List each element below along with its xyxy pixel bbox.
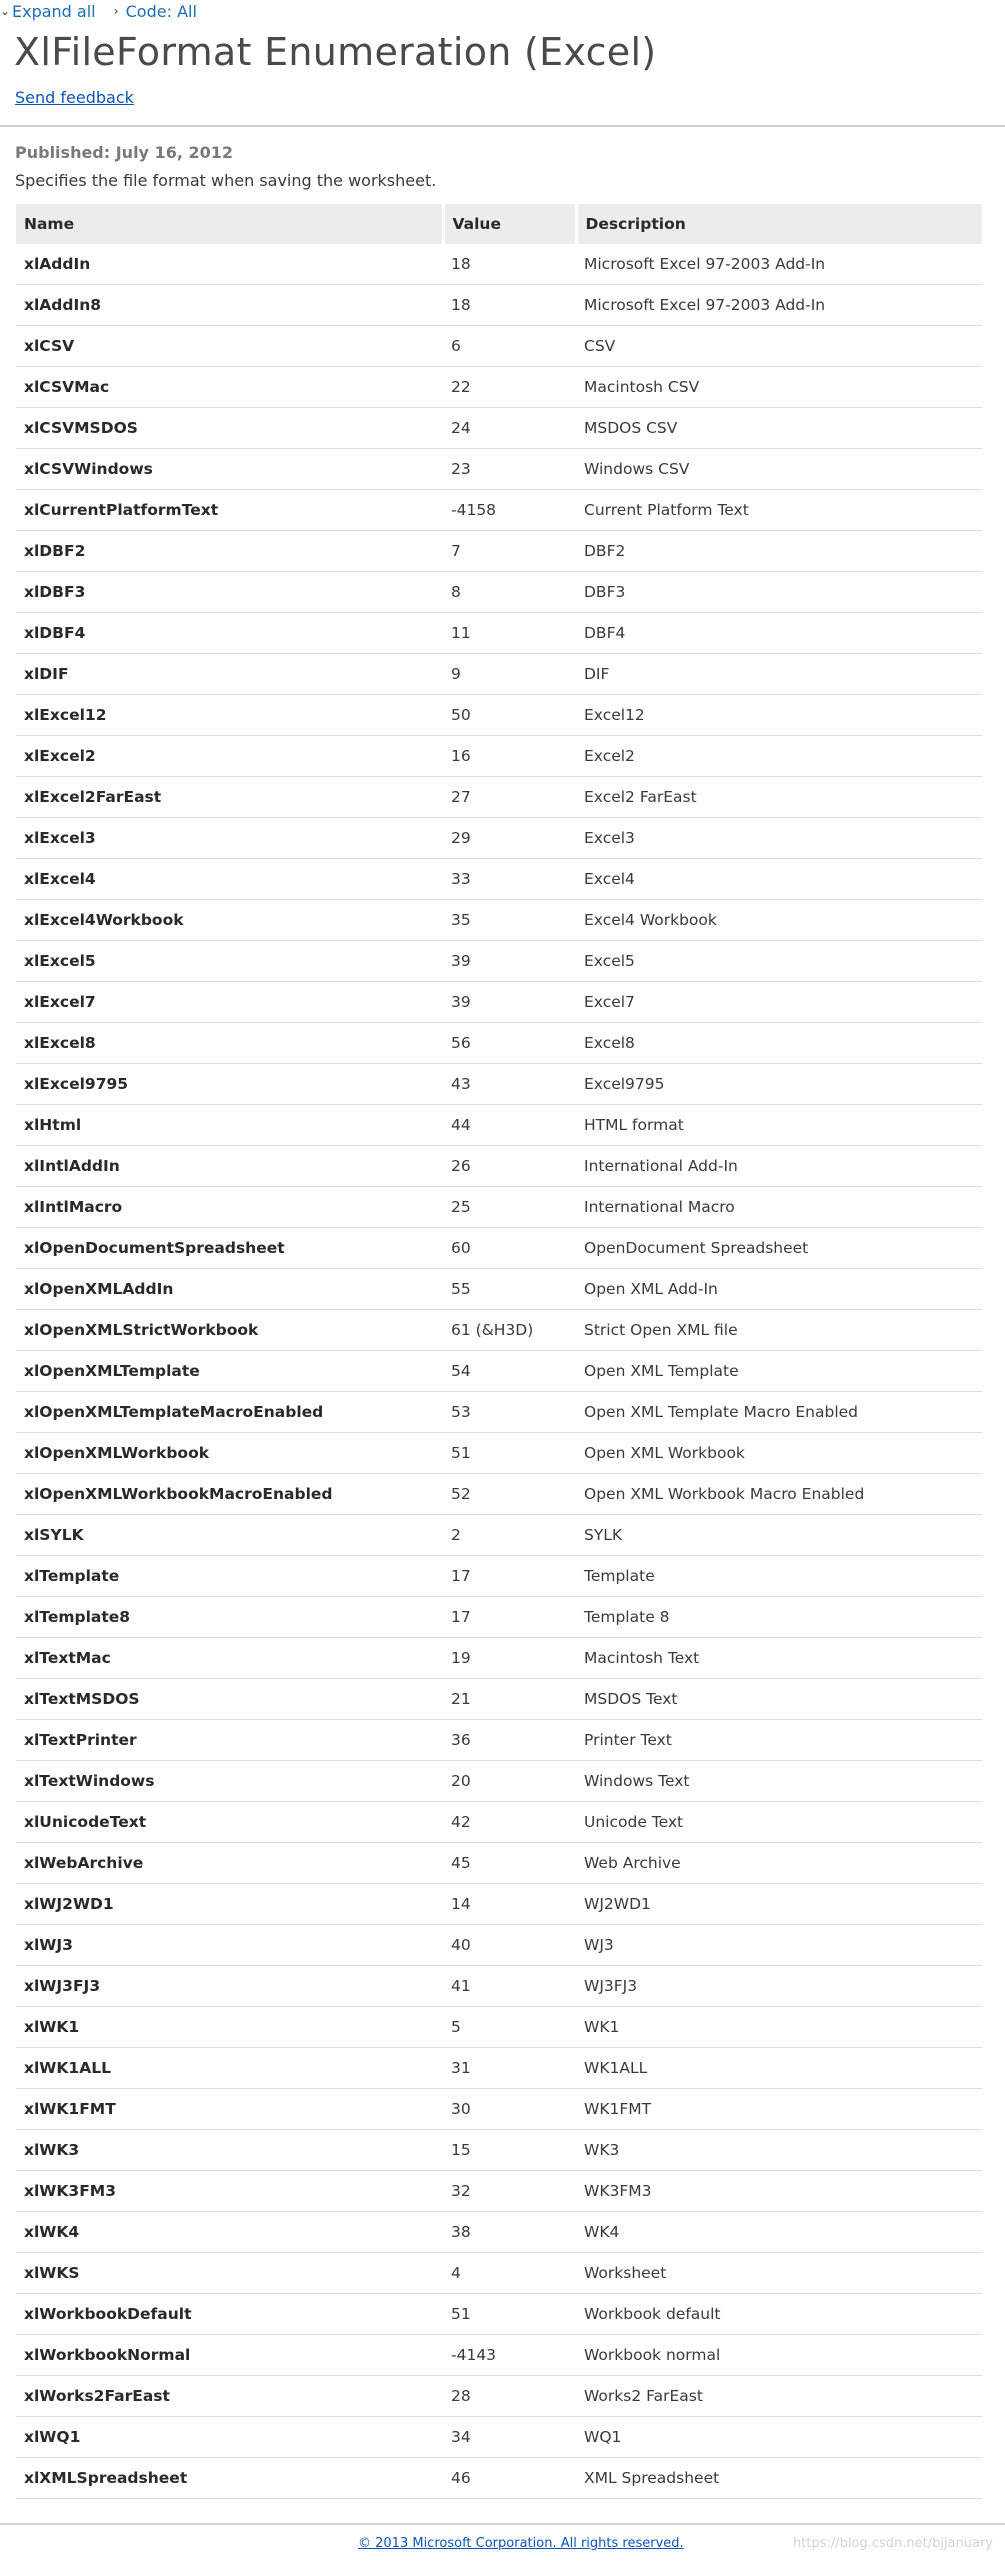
cell-name: xlDBF3: [16, 572, 443, 613]
cell-value: 55: [443, 1269, 576, 1310]
cell-value: 28: [443, 2376, 576, 2417]
cell-description: Excel3: [576, 818, 982, 859]
cell-value: 25: [443, 1187, 576, 1228]
copyright-link[interactable]: © 2013 Microsoft Corporation. All rights reserved.: [358, 2536, 684, 2551]
table-row: [16, 2458, 982, 2499]
cell-name: xlWK4: [16, 2212, 443, 2253]
table-row: [16, 982, 982, 1023]
cell-description: Excel5: [576, 941, 982, 982]
table-row: [16, 1925, 982, 1966]
cell-value: 56: [443, 1023, 576, 1064]
send-feedback-link[interactable]: Send feedback: [15, 88, 134, 107]
cell-value: 2: [443, 1515, 576, 1556]
cell-description: Microsoft Excel 97-2003 Add-In: [576, 244, 982, 285]
table-row: [16, 1105, 982, 1146]
cell-name: xlCSVMSDOS: [16, 408, 443, 449]
column-header-description: Description: [576, 204, 982, 244]
cell-name: xlCurrentPlatformText: [16, 490, 443, 531]
cell-description: DBF4: [576, 613, 982, 654]
cell-name: xlTextPrinter: [16, 1720, 443, 1761]
table-row: [16, 2048, 982, 2089]
cell-value: 51: [443, 1433, 576, 1474]
cell-name: xlWK3: [16, 2130, 443, 2171]
cell-description: WJ3: [576, 1925, 982, 1966]
cell-description: WK3: [576, 2130, 982, 2171]
table-row: [16, 2089, 982, 2130]
cell-value: 61 (&H3D): [443, 1310, 576, 1351]
table-row: [16, 1433, 982, 1474]
cell-name: xlWK3FM3: [16, 2171, 443, 2212]
cell-value: 39: [443, 982, 576, 1023]
cell-value: 32: [443, 2171, 576, 2212]
cell-name: xlHtml: [16, 1105, 443, 1146]
cell-value: 27: [443, 777, 576, 818]
cell-description: Printer Text: [576, 1720, 982, 1761]
table-row: [16, 531, 982, 572]
table-row: [16, 1228, 982, 1269]
cell-description: Macintosh Text: [576, 1638, 982, 1679]
cell-description: Excel4: [576, 859, 982, 900]
cell-description: Excel7: [576, 982, 982, 1023]
cell-value: 50: [443, 695, 576, 736]
cell-description: Open XML Workbook Macro Enabled: [576, 1474, 982, 1515]
watermark: https://blog.csdn.net/bjjanuary: [793, 2536, 993, 2551]
cell-value: 39: [443, 941, 576, 982]
cell-description: CSV: [576, 326, 982, 367]
cell-name: xlWKS: [16, 2253, 443, 2294]
table-row: [16, 2376, 982, 2417]
table-row: [16, 1556, 982, 1597]
cell-value: 17: [443, 1597, 576, 1638]
cell-description: XML Spreadsheet: [576, 2458, 982, 2499]
cell-name: xlWorkbookDefault: [16, 2294, 443, 2335]
cell-description: WQ1: [576, 2417, 982, 2458]
cell-value: 11: [443, 613, 576, 654]
table-row: [16, 1064, 982, 1105]
cell-name: xlSYLK: [16, 1515, 443, 1556]
table-row: [16, 1966, 982, 2007]
cell-description: DBF3: [576, 572, 982, 613]
footer-divider: [0, 2523, 1005, 2525]
table-row: [16, 2130, 982, 2171]
table-row: [16, 1187, 982, 1228]
cell-description: Excel12: [576, 695, 982, 736]
table-row: [16, 1761, 982, 1802]
cell-name: xlTextWindows: [16, 1761, 443, 1802]
chevron-down-icon: ⌄: [0, 4, 11, 18]
cell-value: 41: [443, 1966, 576, 2007]
table-row: [16, 490, 982, 531]
cell-value: 38: [443, 2212, 576, 2253]
cell-value: 24: [443, 408, 576, 449]
cell-value: 19: [443, 1638, 576, 1679]
cell-name: xlExcel8: [16, 1023, 443, 1064]
cell-name: xlDBF2: [16, 531, 443, 572]
cell-description: MSDOS CSV: [576, 408, 982, 449]
cell-description: International Macro: [576, 1187, 982, 1228]
cell-value: 18: [443, 244, 576, 285]
code-filter-label: Code: All: [125, 1, 197, 21]
cell-value: 34: [443, 2417, 576, 2458]
table-row: [16, 2007, 982, 2048]
cell-description: WK1: [576, 2007, 982, 2048]
table-row: [16, 1392, 982, 1433]
cell-description: WK1FMT: [576, 2089, 982, 2130]
cell-description: Windows CSV: [576, 449, 982, 490]
table-header-row: [16, 204, 982, 244]
cell-name: xlExcel3: [16, 818, 443, 859]
table-row: [16, 449, 982, 490]
cell-name: xlWK1ALL: [16, 2048, 443, 2089]
cell-description: Current Platform Text: [576, 490, 982, 531]
cell-value: 42: [443, 1802, 576, 1843]
cell-name: xlOpenXMLAddIn: [16, 1269, 443, 1310]
cell-value: 5: [443, 2007, 576, 2048]
table-row: [16, 367, 982, 408]
page-title: XlFileFormat Enumeration (Excel): [14, 30, 657, 74]
cell-name: xlXMLSpreadsheet: [16, 2458, 443, 2499]
cell-name: xlExcel9795: [16, 1064, 443, 1105]
cell-value: 33: [443, 859, 576, 900]
cell-value: 22: [443, 367, 576, 408]
cell-name: xlAddIn: [16, 244, 443, 285]
expand-all-link[interactable]: [0, 2, 96, 21]
cell-value: 6: [443, 326, 576, 367]
cell-name: xlWQ1: [16, 2417, 443, 2458]
cell-name: xlDIF: [16, 654, 443, 695]
published-date: Published: July 16, 2012: [15, 143, 233, 162]
cell-name: xlTemplate8: [16, 1597, 443, 1638]
cell-value: -4158: [443, 490, 576, 531]
cell-description: SYLK: [576, 1515, 982, 1556]
cell-value: 7: [443, 531, 576, 572]
cell-description: Open XML Add-In: [576, 1269, 982, 1310]
cell-value: 23: [443, 449, 576, 490]
table-row: [16, 572, 982, 613]
cell-value: 51: [443, 2294, 576, 2335]
cell-description: International Add-In: [576, 1146, 982, 1187]
cell-name: xlOpenXMLStrictWorkbook: [16, 1310, 443, 1351]
cell-description: Workbook default: [576, 2294, 982, 2335]
column-header-name: Name: [16, 204, 443, 244]
cell-name: xlIntlMacro: [16, 1187, 443, 1228]
table-row: [16, 1474, 982, 1515]
cell-description: Macintosh CSV: [576, 367, 982, 408]
cell-name: xlOpenDocumentSpreadsheet: [16, 1228, 443, 1269]
cell-value: 14: [443, 1884, 576, 1925]
cell-name: xlDBF4: [16, 613, 443, 654]
cell-description: Web Archive: [576, 1843, 982, 1884]
table-row: [16, 2294, 982, 2335]
cell-description: Template 8: [576, 1597, 982, 1638]
expand-all-label: Expand all: [12, 1, 96, 21]
cell-description: Excel2: [576, 736, 982, 777]
cell-description: Excel4 Workbook: [576, 900, 982, 941]
cell-description: Works2 FarEast: [576, 2376, 982, 2417]
cell-name: xlAddIn8: [16, 285, 443, 326]
cell-description: MSDOS Text: [576, 1679, 982, 1720]
table-row: [16, 1720, 982, 1761]
table-row: [16, 1351, 982, 1392]
cell-name: xlOpenXMLTemplate: [16, 1351, 443, 1392]
table-row: [16, 695, 982, 736]
table-row: [16, 1802, 982, 1843]
table-row: [16, 859, 982, 900]
table-row: [16, 244, 982, 285]
cell-value: 31: [443, 2048, 576, 2089]
top-toolbar: [0, 0, 215, 22]
table-row: [16, 1884, 982, 1925]
cell-value: 35: [443, 900, 576, 941]
cell-value: 36: [443, 1720, 576, 1761]
cell-name: xlWorkbookNormal: [16, 2335, 443, 2376]
cell-value: 9: [443, 654, 576, 695]
cell-description: WK1ALL: [576, 2048, 982, 2089]
cell-value: 4: [443, 2253, 576, 2294]
cell-description: Excel2 FarEast: [576, 777, 982, 818]
table-row: [16, 941, 982, 982]
cell-name: xlCSV: [16, 326, 443, 367]
cell-name: xlExcel12: [16, 695, 443, 736]
cell-value: 46: [443, 2458, 576, 2499]
cell-value: 20: [443, 1761, 576, 1802]
cell-name: xlExcel2: [16, 736, 443, 777]
cell-value: 52: [443, 1474, 576, 1515]
cell-description: Worksheet: [576, 2253, 982, 2294]
table-row: [16, 1023, 982, 1064]
table-row: [16, 818, 982, 859]
table-row: [16, 654, 982, 695]
cell-value: 26: [443, 1146, 576, 1187]
table-row: [16, 2212, 982, 2253]
cell-name: xlExcel2FarEast: [16, 777, 443, 818]
cell-name: xlTextMSDOS: [16, 1679, 443, 1720]
table-row: [16, 736, 982, 777]
cell-description: DIF: [576, 654, 982, 695]
cell-description: Excel9795: [576, 1064, 982, 1105]
cell-value: 60: [443, 1228, 576, 1269]
cell-name: xlExcel4: [16, 859, 443, 900]
cell-name: xlWJ3FJ3: [16, 1966, 443, 2007]
cell-description: Unicode Text: [576, 1802, 982, 1843]
cell-description: WK3FM3: [576, 2171, 982, 2212]
table-row: [16, 900, 982, 941]
cell-description: Excel8: [576, 1023, 982, 1064]
table-row: [16, 285, 982, 326]
column-header-value: Value: [443, 204, 576, 244]
cell-description: Strict Open XML file: [576, 1310, 982, 1351]
cell-description: Template: [576, 1556, 982, 1597]
cell-value: -4143: [443, 2335, 576, 2376]
table-row: [16, 1269, 982, 1310]
cell-description: Open XML Template: [576, 1351, 982, 1392]
cell-value: 44: [443, 1105, 576, 1146]
cell-value: 15: [443, 2130, 576, 2171]
cell-value: 53: [443, 1392, 576, 1433]
cell-name: xlWebArchive: [16, 1843, 443, 1884]
table-row: [16, 1310, 982, 1351]
cell-description: Open XML Template Macro Enabled: [576, 1392, 982, 1433]
cell-description: WK4: [576, 2212, 982, 2253]
cell-value: 21: [443, 1679, 576, 1720]
cell-name: xlOpenXMLWorkbookMacroEnabled: [16, 1474, 443, 1515]
cell-description: OpenDocument Spreadsheet: [576, 1228, 982, 1269]
table-row: [16, 408, 982, 449]
cell-name: xlExcel7: [16, 982, 443, 1023]
table-row: [16, 2417, 982, 2458]
cell-name: xlWJ3: [16, 1925, 443, 1966]
table-row: [16, 326, 982, 367]
cell-name: xlWK1FMT: [16, 2089, 443, 2130]
cell-value: 40: [443, 1925, 576, 1966]
cell-description: Workbook normal: [576, 2335, 982, 2376]
cell-name: xlTextMac: [16, 1638, 443, 1679]
cell-value: 29: [443, 818, 576, 859]
cell-name: xlCSVWindows: [16, 449, 443, 490]
code-filter-link[interactable]: [114, 2, 197, 21]
cell-name: xlUnicodeText: [16, 1802, 443, 1843]
cell-name: xlTemplate: [16, 1556, 443, 1597]
table-row: [16, 1597, 982, 1638]
table-row: [16, 1843, 982, 1884]
table-row: [16, 1515, 982, 1556]
cell-name: xlCSVMac: [16, 367, 443, 408]
cell-description: WJ2WD1: [576, 1884, 982, 1925]
cell-value: 18: [443, 285, 576, 326]
cell-description: DBF2: [576, 531, 982, 572]
header-divider: [0, 125, 1005, 127]
cell-name: xlOpenXMLWorkbook: [16, 1433, 443, 1474]
chevron-right-icon: ›: [113, 4, 119, 18]
cell-name: xlExcel5: [16, 941, 443, 982]
cell-description: Open XML Workbook: [576, 1433, 982, 1474]
table-row: [16, 1679, 982, 1720]
table-row: [16, 2253, 982, 2294]
cell-value: 16: [443, 736, 576, 777]
cell-value: 30: [443, 2089, 576, 2130]
cell-description: Microsoft Excel 97-2003 Add-In: [576, 285, 982, 326]
cell-name: xlIntlAddIn: [16, 1146, 443, 1187]
table-row: [16, 1638, 982, 1679]
summary-text: Specifies the file format when saving the worksheet.: [15, 171, 437, 190]
cell-description: WJ3FJ3: [576, 1966, 982, 2007]
table-row: [16, 2171, 982, 2212]
cell-description: Windows Text: [576, 1761, 982, 1802]
cell-value: 17: [443, 1556, 576, 1597]
table-body: [16, 244, 982, 2499]
table-row: [16, 777, 982, 818]
enum-members-table: [16, 204, 982, 2499]
cell-value: 54: [443, 1351, 576, 1392]
table-row: [16, 2335, 982, 2376]
cell-value: 45: [443, 1843, 576, 1884]
cell-value: 43: [443, 1064, 576, 1105]
cell-value: 8: [443, 572, 576, 613]
cell-name: xlWJ2WD1: [16, 1884, 443, 1925]
cell-name: xlOpenXMLTemplateMacroEnabled: [16, 1392, 443, 1433]
cell-name: xlWK1: [16, 2007, 443, 2048]
cell-name: xlExcel4Workbook: [16, 900, 443, 941]
cell-description: HTML format: [576, 1105, 982, 1146]
table-row: [16, 613, 982, 654]
cell-name: xlWorks2FarEast: [16, 2376, 443, 2417]
table-row: [16, 1146, 982, 1187]
